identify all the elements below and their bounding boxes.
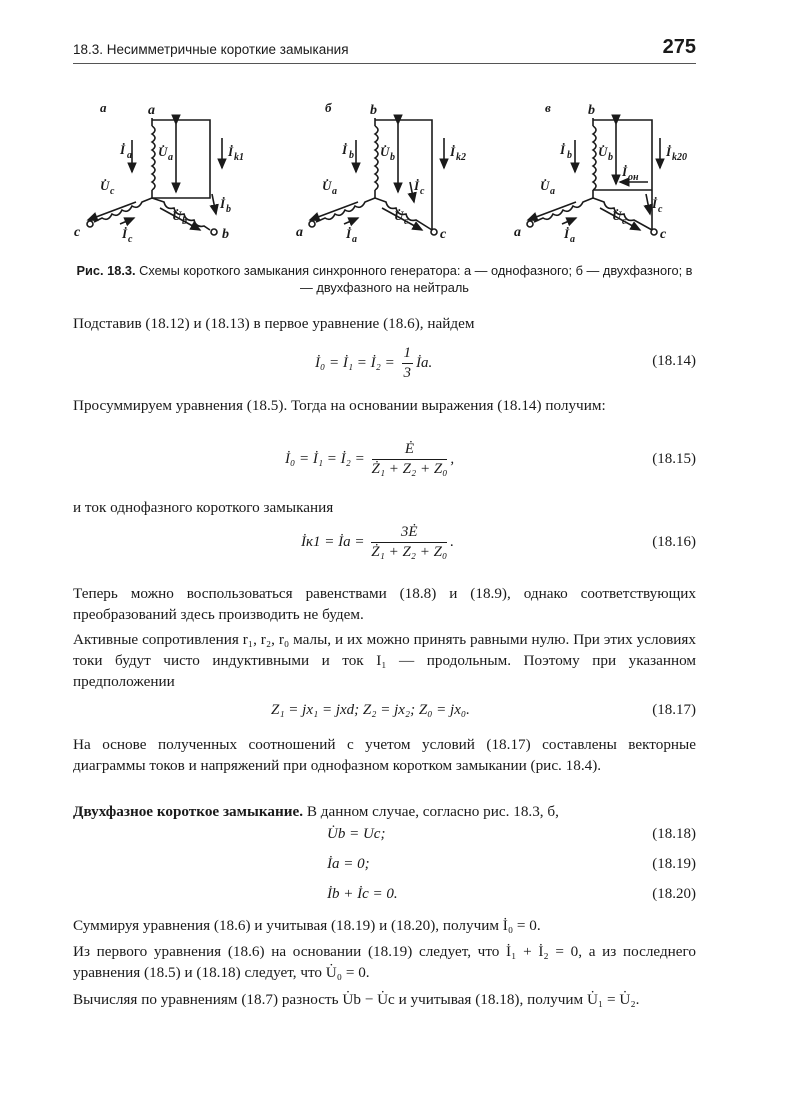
svg-text:k1: k1	[234, 152, 244, 163]
equation-18-20	[73, 886, 696, 908]
svg-text:a: a	[127, 150, 132, 161]
eq14-number: (18.14)	[652, 353, 696, 369]
svg-text:он: он	[628, 172, 639, 183]
svg-text:c: c	[420, 186, 425, 197]
equation-18-15	[73, 441, 696, 481]
eq17-body: Z₁ = jx₁ = jxd; Z₂ = jx₂; Z₀ = jx₀.	[271, 702, 470, 718]
caption-text: Схемы короткого замыкания синхронного генератора: а — однофазного; б — двухфазного; в — двухфазного на нейтраль	[139, 263, 693, 295]
svg-text:İ: İ	[346, 226, 352, 241]
page-number: 275	[662, 36, 696, 58]
eq19-number: (18.19)	[652, 856, 696, 872]
svg-text:c: c	[74, 225, 81, 240]
svg-text:c: c	[440, 227, 447, 242]
paragraph-1: Подставив (18.12) и (18.13) в первое уравнение (18.6), найдем	[73, 315, 475, 332]
svg-text:İ: İ	[560, 142, 566, 157]
panel-a	[74, 100, 244, 245]
svg-text:c: c	[622, 216, 627, 227]
subsection-title: Двухфазное короткое замыкание.	[73, 803, 304, 820]
figure-18-3-circuit-diagrams	[60, 90, 750, 260]
svg-text:c: c	[128, 234, 133, 245]
svg-text:U̇: U̇	[612, 208, 622, 223]
svg-text:a: a	[514, 225, 521, 240]
svg-text:c: c	[658, 204, 663, 215]
eq14-num: 1	[402, 345, 414, 364]
equation-18-18	[73, 826, 696, 848]
panel-b	[296, 100, 466, 245]
svg-text:b: b	[390, 152, 395, 163]
header-rule	[73, 63, 696, 64]
eq16-num: 3Ė	[371, 524, 447, 543]
running-header-section: 18.3. Несимметричные короткие замыкания	[73, 42, 349, 57]
svg-text:İ: İ	[228, 144, 234, 159]
panel-c	[514, 100, 687, 245]
paragraph-2: Просуммируем уравнения (18.5). Тогда на основании выражения (18.14) получим:	[73, 397, 606, 414]
paragraph-3: и ток однофазного короткого замыкания	[73, 499, 334, 516]
svg-text:k20: k20	[672, 152, 687, 163]
paragraph-5: Активные сопротивления r₁, r₂, r₀ малы, и их можно принять равными нулю. При этих условиях токи будут чисто индуктивными и ток I₁ — продольным. Поэтому при указанном предположении	[73, 631, 696, 690]
svg-text:b: b	[588, 103, 595, 118]
eq15-lhs: İ₀ = İ₁ = İ₂ =	[285, 450, 369, 467]
eq14-den: 3	[403, 365, 411, 381]
svg-text:İ: İ	[666, 144, 672, 159]
eq15-fraction	[372, 441, 448, 478]
svg-text:в: в	[545, 100, 551, 115]
svg-text:a: a	[332, 186, 337, 197]
eq14-fraction	[402, 345, 414, 382]
svg-text:U̇: U̇	[598, 144, 608, 159]
eq18-body: U̇b = Uc;	[327, 826, 386, 842]
eq20-body: İb + İc = 0.	[327, 886, 398, 902]
svg-text:İ: İ	[120, 142, 126, 157]
svg-text:U̇: U̇	[380, 144, 390, 159]
svg-text:İ: İ	[342, 142, 348, 157]
svg-text:a: a	[352, 234, 357, 245]
eq16-lhs: İк1 = İa =	[301, 533, 369, 550]
svg-text:İ: İ	[652, 196, 658, 211]
paragraph-6: На основе полученных соотношений с учетом условий (18.17) составлены векторные диаграммы токов и напряжений при однофазном коротком замыкании (рис. 18.4).	[73, 736, 696, 774]
svg-text:İ: İ	[220, 196, 226, 211]
svg-text:b: b	[226, 204, 231, 215]
svg-text:U̇: U̇	[100, 178, 110, 193]
svg-text:a: a	[570, 234, 575, 245]
equation-18-19	[73, 856, 696, 878]
svg-text:a: a	[550, 186, 555, 197]
eq19-body: İa = 0;	[327, 856, 370, 872]
eq15-den: Ż₁ + Z₂ + Z₀	[371, 461, 448, 477]
svg-text:İ: İ	[622, 164, 628, 179]
svg-text:İ: İ	[122, 226, 128, 241]
eq16-fraction	[371, 524, 447, 561]
svg-text:b: b	[370, 103, 377, 118]
eq18-number: (18.18)	[652, 826, 696, 842]
paragraph-4: Теперь можно воспользоваться равенствами (18.8) и (18.9), однако соответствующих преобразований здесь производить не будем.	[73, 585, 696, 623]
equation-18-14	[73, 345, 696, 381]
paragraph-9: Из первого уравнения (18.6) на основании (18.19) следует, что İ₁ + İ₂ = 0, а из последнего уравнения (18.5) и (18.18) следует, что U̇₀ = 0.	[73, 943, 696, 981]
svg-text:c: c	[110, 186, 115, 197]
svg-text:U̇: U̇	[540, 178, 550, 193]
eq15-num: Ė	[372, 441, 448, 460]
svg-text:U̇: U̇	[394, 208, 404, 223]
caption-label: Рис. 18.3.	[76, 263, 136, 278]
eq15-rhs: ,	[450, 450, 455, 467]
panel-a-letter: а	[100, 100, 107, 115]
equation-18-16	[73, 524, 696, 564]
eq16-number: (18.16)	[652, 534, 696, 550]
svg-text:b: b	[182, 216, 187, 227]
equation-18-17	[73, 702, 696, 724]
svg-text:b: b	[608, 152, 613, 163]
svg-text:c: c	[660, 227, 667, 242]
svg-text:U̇: U̇	[158, 144, 168, 159]
svg-text:b: b	[567, 150, 572, 161]
paragraph-10: Вычисляя по уравнениям (18.7) разность U̇b − U̇c и учитывая (18.18), получим U̇₁ = U̇₂.	[73, 991, 640, 1008]
eq14-lhs: İ₀ = İ₁ = İ₂ =	[315, 354, 399, 371]
svg-text:b: b	[349, 150, 354, 161]
eq17-number: (18.17)	[652, 702, 696, 718]
svg-text:c: c	[404, 216, 409, 227]
svg-text:a: a	[168, 152, 173, 163]
svg-text:a: a	[296, 225, 303, 240]
svg-text:İ: İ	[564, 226, 570, 241]
svg-text:k2: k2	[456, 152, 466, 163]
figure-caption	[73, 262, 696, 296]
svg-text:U̇: U̇	[172, 208, 182, 223]
svg-text:İ: İ	[414, 178, 420, 193]
svg-text:U̇: U̇	[322, 178, 332, 193]
eq16-rhs: .	[450, 533, 454, 550]
paragraph-7-rest: В данном случае, согласно рис. 18.3, б,	[303, 803, 559, 820]
eq20-number: (18.20)	[652, 886, 696, 902]
panel-a-node-top: a	[148, 103, 155, 118]
paragraph-7	[73, 801, 696, 822]
paragraph-8: Суммируя уравнения (18.6) и учитывая (18.19) и (18.20), получим İ₀ = 0.	[73, 917, 541, 934]
svg-text:б: б	[325, 100, 332, 115]
eq15-number: (18.15)	[652, 451, 696, 467]
svg-text:b: b	[222, 227, 229, 242]
eq14-rhs: İa.	[416, 354, 433, 371]
eq16-den: Ż₁ + Z₂ + Z₀	[371, 544, 448, 560]
svg-text:İ: İ	[450, 144, 456, 159]
